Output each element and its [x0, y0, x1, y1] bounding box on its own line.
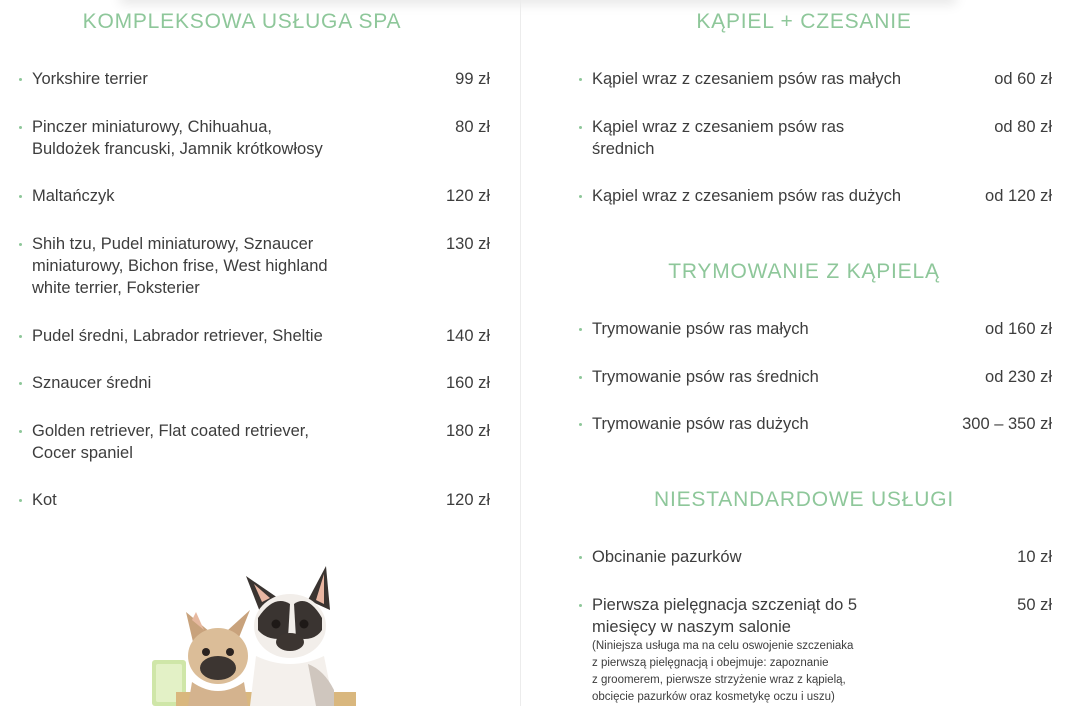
item-name: Kąpiel wraz z czesaniem psów ras małych — [592, 70, 902, 88]
item-price: od 160 zł — [985, 320, 1052, 338]
item-price: 130 zł — [445, 235, 490, 253]
item-name: Kąpiel wraz z czesaniem psów ras dużych — [592, 187, 902, 205]
column-divider — [520, 0, 521, 706]
bullet — [19, 195, 22, 198]
bullet — [579, 195, 582, 198]
item-name: Trymowanie psów ras średnich — [592, 368, 819, 386]
item-name-text: Pinczer miniaturowy, Chihuahua, Buldożek francuski, Jamnik krótkowłosy — [32, 118, 323, 158]
bullet — [19, 382, 22, 385]
item-price: 50 zł — [1017, 596, 1052, 614]
bullet — [579, 604, 582, 607]
bullet — [579, 556, 582, 559]
item-price: 120 zł — [445, 187, 490, 205]
item-name: Golden retriever, Flat coated retriever, Cocer spaniel — [32, 422, 309, 462]
bullet — [579, 126, 582, 129]
item-name: Sznaucer średni — [32, 374, 152, 392]
bullet — [579, 423, 582, 426]
item-price: 99 zł — [455, 70, 490, 88]
item-price: od 120 zł — [985, 187, 1052, 205]
bullet — [19, 78, 22, 81]
item-name: Kąpiel wraz z czesaniem psów ras średnich — [592, 118, 845, 158]
french-bulldog-puppies-image — [148, 560, 358, 706]
item-price: 120 zł — [445, 491, 490, 509]
item-name: Pierwsza pielęgnacja szczeniąt do 5 miesięcy w naszym salonie — [592, 596, 858, 636]
item-name: Shih tzu, Pudel miniaturowy, Sznaucer miniaturowy, Bichon frise, West highland white terrier, Foksterier — [32, 235, 328, 297]
item-price: od 80 zł — [994, 118, 1052, 136]
item-price: 180 zł — [445, 422, 490, 440]
item-name: Trymowanie psów ras dużych — [592, 415, 809, 433]
item-price: od 60 zł — [994, 70, 1052, 88]
item-name: Trymowanie psów ras małych — [592, 320, 809, 338]
item-name: Yorkshire terrier — [32, 70, 148, 88]
bullet — [19, 499, 22, 502]
bullet — [19, 126, 22, 129]
item-price: od 230 zł — [985, 368, 1052, 386]
spa-section-title: KOMPLEKSOWA USŁUGA SPA — [82, 10, 402, 33]
bullet — [579, 78, 582, 81]
item-name: Pudel średni, Labrador retriever, Sheltie — [32, 327, 323, 345]
item-price: 300 – 350 zł — [962, 415, 1052, 433]
bullet — [19, 430, 22, 433]
item-price: 160 zł — [445, 374, 490, 392]
item-name — [32, 116, 323, 160]
bath-section-title: KĄPIEL + CZESANIE — [696, 10, 912, 33]
item-name: Kot — [32, 491, 57, 509]
item-name: Maltańczyk — [32, 187, 115, 205]
item-price: 80 zł — [455, 118, 490, 136]
puppy-service-note: (Niniejsza usługa ma na celu oswojenie szczeniaka z pierwszą pielęgnacją i obejmuje: zapoznanie z groomerem, pierwsze strzyżenie wraz z kąpielą, obcięcie pazurków oraz kosmetykę oczu i uszu) — [592, 640, 854, 703]
trim-section-title: TRYMOWANIE Z KĄPIELĄ — [668, 260, 940, 283]
bullet — [19, 243, 22, 246]
bullet — [19, 335, 22, 338]
item-name: Obcinanie pazurków — [592, 548, 742, 566]
bullet — [579, 328, 582, 331]
item-price: 140 zł — [445, 327, 490, 345]
item-price: 10 zł — [1017, 548, 1052, 566]
bullet — [579, 376, 582, 379]
custom-section-title: NIESTANDARDOWE USŁUGI — [654, 488, 954, 511]
